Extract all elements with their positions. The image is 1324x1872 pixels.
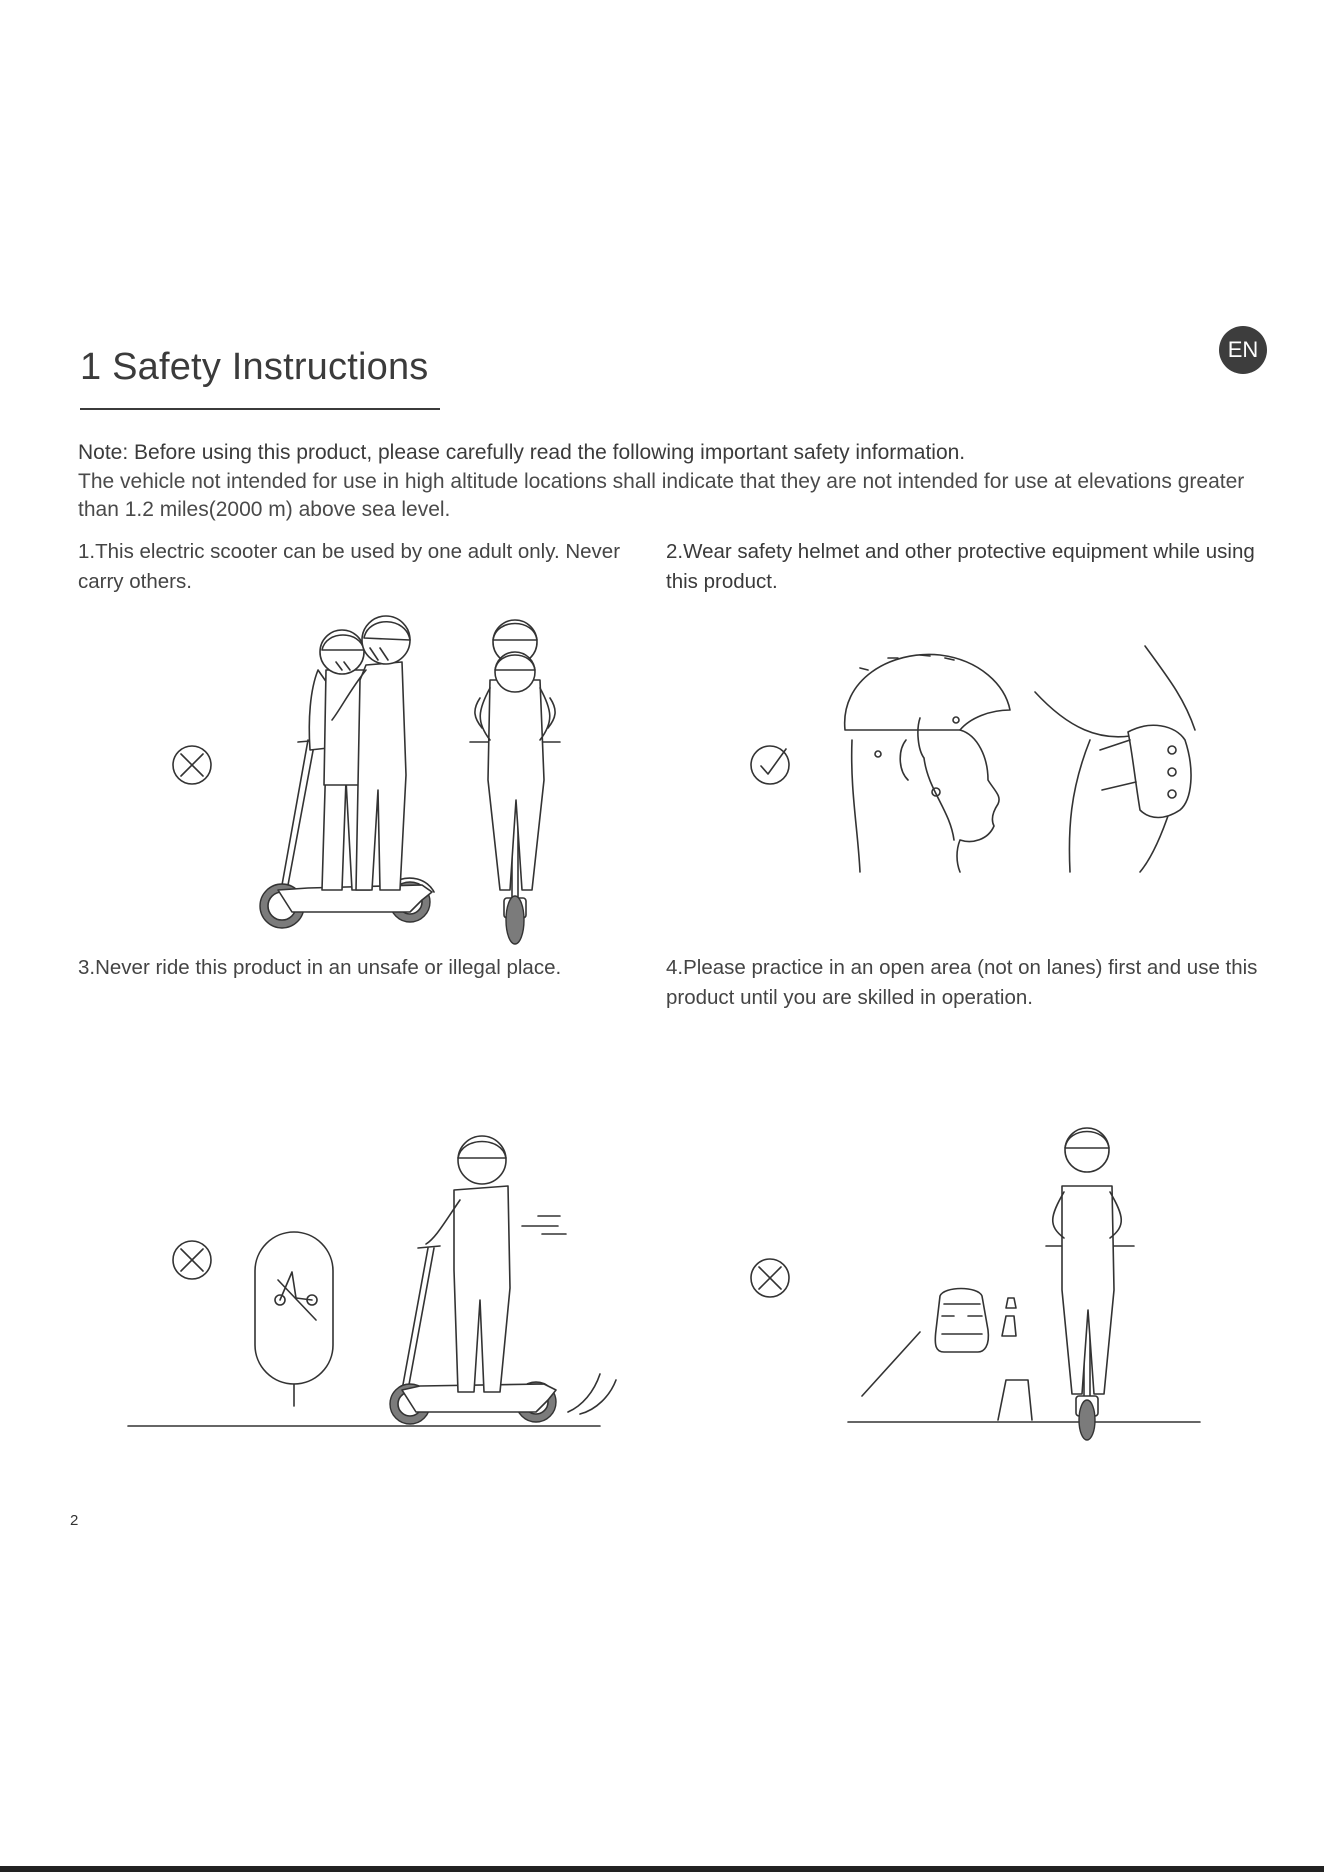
figure-protective-gear <box>740 640 1240 880</box>
altitude-note: The vehicle not intended for use in high altitude locations shall indicate that they are not intended for use at elevations greater than 1.2 miles(2000 m) above sea level. <box>78 470 1245 521</box>
section-title: 1 Safety Instructions <box>80 346 429 388</box>
car-icon <box>935 1289 988 1353</box>
figure-lanes <box>730 1120 1230 1440</box>
prohibited-icon <box>173 1241 211 1279</box>
helmet-head-icon <box>845 654 1010 872</box>
instruction-3-text: 3.Never ride this product in an unsafe or illegal place. <box>78 956 562 979</box>
safety-note: Note: Before using this product, please carefully read the following important safety information. <box>78 441 966 464</box>
page-bottom-border <box>0 1866 1324 1872</box>
instruction-1-text: 1.This electric scooter can be used by one adult only. Never carry others. <box>78 540 621 593</box>
instruction-4-text: 4.Please practice in an open area (not on lanes) first and use this product until you are skilled in operation. <box>666 956 1258 1009</box>
rider-scooter-icon <box>390 1136 616 1424</box>
language-badge: EN <box>1219 326 1267 374</box>
figure-unsafe-place <box>120 1120 640 1440</box>
prohibited-icon <box>173 746 211 784</box>
rider-front-view-icon <box>1046 1128 1134 1440</box>
traffic-cone-icon <box>998 1298 1032 1420</box>
no-scooter-sign-icon <box>255 1232 333 1406</box>
page-number: 2 <box>70 1512 79 1529</box>
scooter-front-icon <box>470 620 560 944</box>
instruction-2-text: 2.Wear safety helmet and other protective equipment while using this product. <box>666 540 1255 593</box>
knee-pad-icon <box>1035 646 1195 872</box>
figure-two-riders <box>160 600 580 940</box>
check-icon <box>751 746 789 784</box>
title-underline <box>80 408 440 410</box>
prohibited-icon <box>751 1259 789 1297</box>
